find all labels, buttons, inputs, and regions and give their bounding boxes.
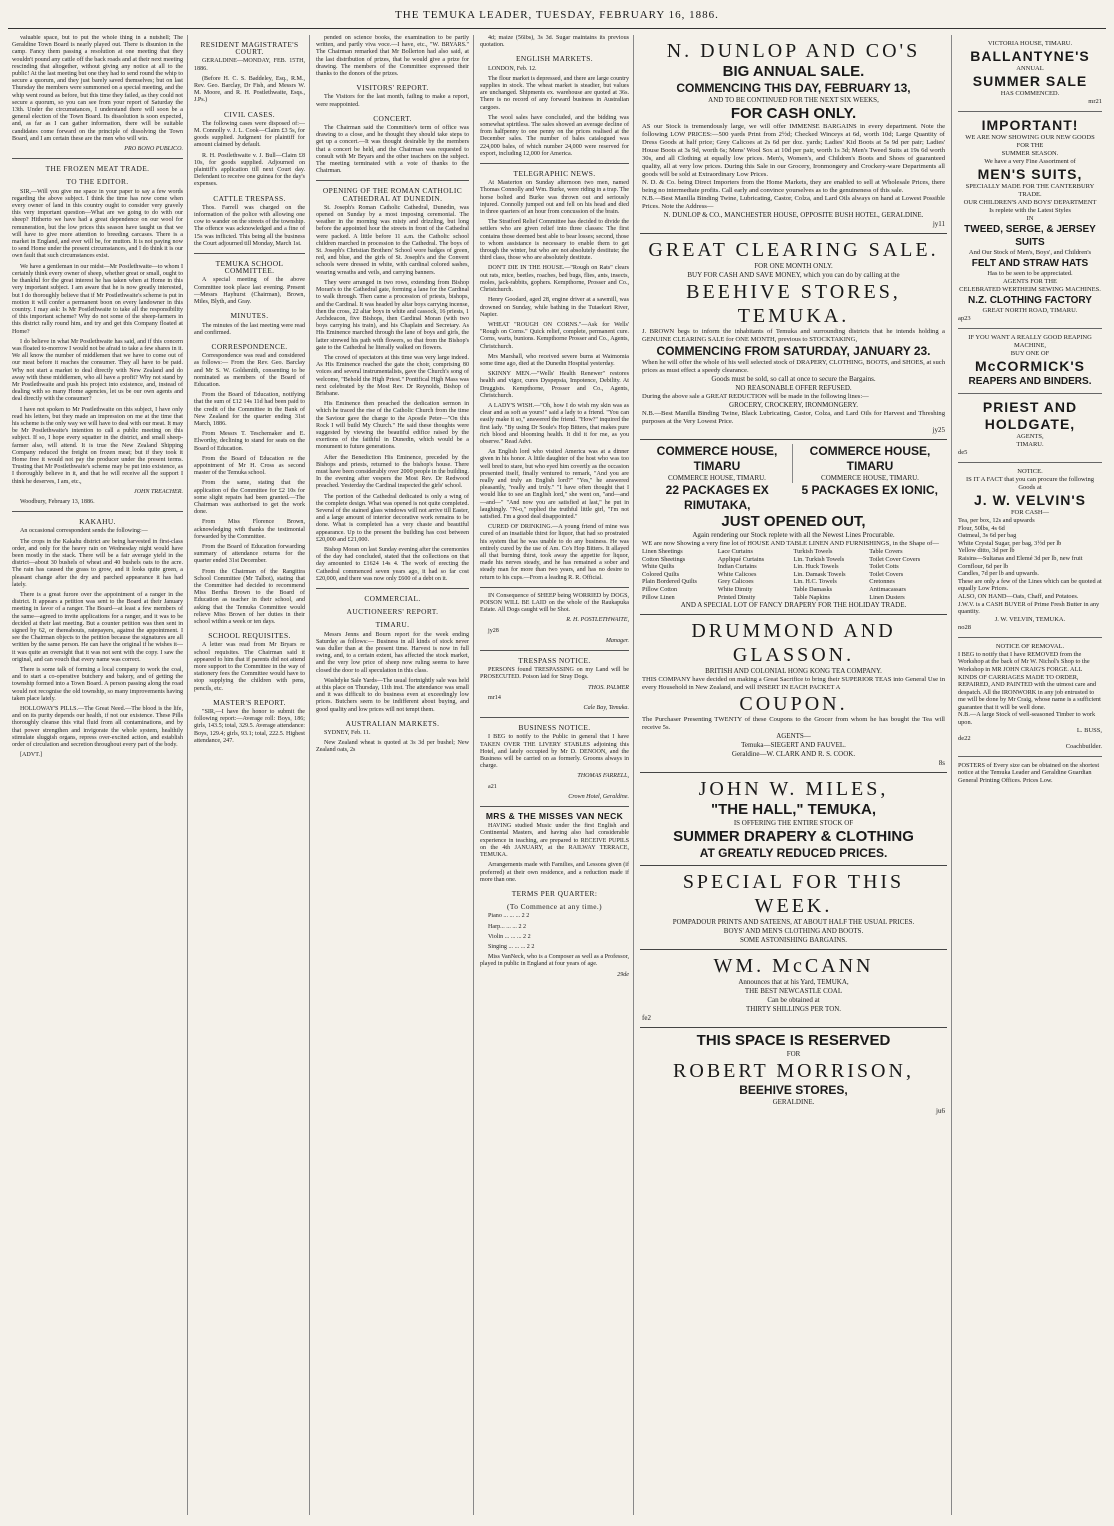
ad-line: NO REASONABLE OFFER REFUSED. <box>735 384 852 392</box>
ad-title: DRUMMOND AND GLASSON. <box>691 620 896 667</box>
ad-title: THIS SPACE IS RESERVED <box>696 1032 891 1050</box>
ad-body: During the above sale a GREAT REDUCTION will be made in the following lines:— <box>642 393 869 400</box>
linen-item: Toilet Covers <box>869 570 904 578</box>
linen-item: Toilet Cover Covers <box>869 555 921 563</box>
ad-line: AGENTS— <box>776 732 811 741</box>
linen-item: Appliqué Curtains <box>717 555 765 563</box>
article-text: WHEAT "ROUGH ON CORNS."—Ask for Wells' "Rough on Corns." Quick relief, complete, permanent cure. Corns, warts, bunions. Kempthorne Prosser and Co., Agents, Christchurch. <box>480 321 629 350</box>
ad-velvin <box>958 463 1102 638</box>
ad-line: FOR CASH— <box>1010 509 1050 516</box>
ad-code: fe2 <box>642 1014 651 1023</box>
ad-line: 22 PACKAGES EX RIMUTAKA, <box>665 483 769 512</box>
article-text: New Zealand wheat is quoted at 3s 3d per bushel; New Zealand oats, 2s <box>316 740 469 754</box>
article-text: A special meeting of the above Committee took place last evening. Present—Messrs Hayhurst (Chairman), Brown, Miles, Blyth, and Gray. <box>194 277 305 306</box>
ad-line: POMPADOUR PRINTS AND SATEENS, AT ABOUT HALF THE USUAL PRICES. <box>672 918 915 927</box>
linen-item: Turkish Towels <box>793 548 833 555</box>
ad-title: COMMERCE HOUSE, TIMARU <box>656 444 778 473</box>
ad-title: COMMERCE HOUSE, TIMARU <box>809 444 931 473</box>
article-text: A LADY'S WISH.—"Oh, how I do wish my skin was as clear and as soft as yours!" said a lady to a friend. "You can easily make it so," answered the friend. "How?" inquired the first lady. "By using Dr Soule's Hop Bitters, that makes pure rich blood and blooming health. It did it for me, as you observe." Read Advt. <box>480 402 629 445</box>
ad-clearing-sale <box>640 234 947 440</box>
linen-item: Lin. Huck Towels <box>793 563 839 571</box>
article-text: CURED OF DRINKING.—A young friend of mine was cured of an insatiable thirst for liquor, that had so prostrated his system that he was unable to do any business. He was entirely cured by the use of Am. Co's Hop Bitters. It allayed all that burning thirst, took away the appetite for liquor, made his nerves steady, and he has remained a sober and steady man for more than two years, and has no desire to return to his cups.—From a leading R. R. Official. <box>480 524 629 581</box>
signature: THOS. PALMER <box>588 684 629 691</box>
fee-row: Harp... ... ... 2 2 <box>488 923 527 930</box>
linen-item: Lace Curtains <box>717 548 753 555</box>
ad-dunlop <box>640 35 947 234</box>
article-text: Thos. Farrell was charged on the information of the police with allowing one cow to wander on the streets of the township. The offence was acknowledged and a fine of 15s was inflicted. This being all the business the Court adjourned till Monday, March 1st. <box>194 204 305 247</box>
linen-item: Pillow Cotton <box>642 585 678 593</box>
linen-item: Grey Calicoes <box>717 578 754 586</box>
linen-item: Cretonnes <box>869 578 895 586</box>
ad-line: FOR <box>786 1050 801 1059</box>
linen-item: White Calicoes <box>717 570 757 578</box>
fee-row: Singing ... ... ... 2 2 <box>488 943 535 950</box>
ad-line: 5 PACKAGES EX IONIC, <box>801 483 938 497</box>
ad-code: 8s <box>938 759 945 768</box>
article-text: I do believe in what Mr Postlethwaite has said, and if this concern was floated to-morrow I would not be afraid to take a few shares in it. We all know the number of middlemen that we have to come out of our meat before it reaches the consumer. They all have to be paid. Why not start a market to deal directly with New Zealand and do away with these middlemen, who all have a profit? Why not stand by Mr Postlethwaite and push his project into existence, and, instead of dealing with so many Home agencies, let us be our own agents and deal directly with the consumer? <box>12 338 183 403</box>
linen-item: Printed Dimity <box>717 593 756 601</box>
ad-line: AND A SPECIAL LOT OF FANCY DRAPERY FOR THE HOLIDAY TRADE. <box>680 601 907 610</box>
ad-line: GREAT NORTH ROAD, TIMARU. <box>982 307 1078 314</box>
article-text: pended on science books, the examination to be partly written, and partly viva voce.—I have, etc., "W. BRYARS." The Chairman remarked that Mr Bollerton had also said, at the last distribution of prizes, that he would give a prize for drawing. The members of the Committee expressed their thanks to the donors of the prizes. <box>316 35 469 78</box>
ad-line: REAPERS AND BINDERS. <box>968 376 1092 387</box>
ad-code: mr14 <box>488 694 501 701</box>
ad-line: FOR CASH ONLY. <box>730 105 857 122</box>
ad-coupon: COUPON. <box>739 693 848 716</box>
ad-title: MEN'S SUITS, <box>977 166 1083 182</box>
ad-line: COMMERCE HOUSE, TIMARU. <box>668 474 766 482</box>
ad-code: jy28 <box>488 627 499 634</box>
ad-code: a21 <box>488 783 497 790</box>
signature: L. BUSS, <box>1076 726 1102 734</box>
subheading: CORRESPONDENCE. <box>211 341 288 351</box>
subheading: AUCTIONEERS' REPORT. <box>346 607 439 617</box>
linen-item: White Quilts <box>642 563 675 571</box>
ad-line: IS OFFERING THE ENTIRE STOCK OF <box>733 819 854 828</box>
ad-line: CELEBRATED WERTHEIM SEWING MACHINES. <box>959 286 1101 293</box>
article-text: There is some talk of forming a local company to work the coal, and to start a co-operative butchery and bakery, and of getting the township formed into a Town Board. A person passing along the road would not recognise the old township, so many improvements having taken place lately. <box>12 667 183 702</box>
article-text: Mrs Marshall, who received severe burns at Waimomia some time ago, died at the Dunedin Hospital yesterday. <box>480 353 629 367</box>
ad-code: mr21 <box>1088 98 1102 105</box>
ad-line: OUR CHILDREN'S AND BOYS' DEPARTMENT <box>963 199 1097 206</box>
ad-line: Announces that at his Yard, TEMUKA, <box>738 978 849 987</box>
article-text: An occasional correspondent sends the following:— <box>20 528 148 535</box>
advertisements <box>636 35 952 1515</box>
heading-commercial: COMMERCIAL. <box>364 594 421 604</box>
ad-line: HAS COMMENCED. <box>1000 90 1060 97</box>
ad-john-miles <box>640 773 947 866</box>
masthead: THE TEMUKA LEADER, TUESDAY, FEBRUARY 16, 1886. <box>8 6 1106 29</box>
ad-address: N. DUNLOP & CO., MANCHESTER HOUSE, OPPOSITE BUSH HOTEL, GERALDINE. <box>663 211 924 219</box>
ad-heading: NOTICE. <box>1017 468 1043 475</box>
ad-line: COMMENCING FROM SATURDAY, JANUARY 23. <box>656 344 931 358</box>
ad-line: We have a very Fine Assortment of <box>984 158 1076 165</box>
ad-priest-holdgate <box>958 394 1102 463</box>
article-text: 4d; maize (56lbs), 3s 3d. Sugar maintains its previous quotation. <box>480 35 629 49</box>
heading-kakahu: KAKAHU. <box>79 517 116 527</box>
ad-special-week <box>640 866 947 950</box>
ad-title: N. DUNLOP AND CO'S <box>666 40 921 62</box>
linen-item: Colored Quilts <box>642 570 680 578</box>
signature: J. W. VELVIN, TEMUKA. <box>994 615 1066 623</box>
article-text: "SIR,—I have the honor to submit the following report:—Average roll: Boys, 186; girls, 143.5; total, 329.5. Average attendance: Boys, 129.4; girls, 93.1; total, 222.5. Highest attendance, 247. <box>194 709 305 744</box>
article-text: From the Board of Education, notifying that the sum of £12 14s 11d had been paid to the credit of the Committee in the Bank of New Zealand for the quarter ending 31st March, 1886. <box>194 392 305 427</box>
ad-line: "THE HALL," TEMUKA, <box>710 801 877 819</box>
subheading: VISITORS' REPORT. <box>356 83 429 93</box>
article-text: Henry Goodard, aged 28, engine driver at a sawmill, was drowned on Sunday, while bathing in the Tutaekuri River, Napier. <box>480 297 629 318</box>
ad-line: Temuka—SIEGERT AND FAUVEL. <box>741 741 846 750</box>
ad-line: SUMMER DRAPERY & CLOTHING <box>673 828 914 846</box>
ad-line: COMMENCING THIS DAY, FEBRUARY 13, <box>676 81 911 95</box>
ad-title: SPECIAL FOR THIS WEEK. <box>682 871 905 918</box>
ad-commerce-packages <box>642 483 945 513</box>
article-text: From the Chairman of the Rangitira School Committee (Mr Talbot), stating that the Committee had decided to recommend Miss Bertha Brown to the Board of Education as teacher in their school, and asking that the Temuka Committee would relieve Miss Brown of her duties in their school within a week or ten days. <box>194 568 305 626</box>
linen-item: Indian Curtains <box>717 563 757 571</box>
article-text: From Miss Florence Brown, acknowledging with thanks the testimonial forwarded by the Committee. <box>194 519 305 540</box>
subheading: TO THE EDITOR. <box>66 177 129 187</box>
heading-english-markets: ENGLISH MARKETS. <box>515 54 594 64</box>
article-text: SIR,—Will you give me space in your paper to say a few words regarding the above subject. I think the time has now come when every owner of land in this country ought to consider very gravely this very important question—What are we going to do with our sheep? Hitherto we have had a great dependence on our wool for remuneration, but the low prices this season have taught us that we will have to give more attention to breeding carcases. There is a market in England, and ever will be, for mutton. It is not paying now to send Home under the present circumstances, and I do think it is our own fault that such circumstances exist. <box>12 188 183 260</box>
article-text: SKINNY MEN.—"Wells' Health Renewer" restores health and vigor, cures Dyspepsia, Impotence, Debility. At Druggists. Kempthorne, Prosser and Co., Agents, Christchurch. <box>480 371 629 399</box>
article-text: Washdyke Sale Yards—The usual fortnightly sale was held at this place on Thursday, 11th inst. The attendance was small and it was difficult to do business even at exceedingly low prices. Butchers seem to be indifferent about buying, and good quality and low prices will not tempt them. <box>316 677 469 713</box>
signature: Manager. <box>605 637 629 644</box>
ad-reserved-space <box>640 1028 947 1120</box>
ad-store-name: BEEHIVE STORES, TEMUKA. <box>686 281 901 327</box>
price-item: Flour, 50lbs, 4s 6d <box>958 524 1005 532</box>
ad-line: SOME ASTONISHING BARGAINS. <box>739 936 848 945</box>
ad-body: AS our Stock is tremendously large, we will offer IMMENSE BARGAINS in every department. Note the following LOW PRICES:—500 yards Print from 2½d; Checked Winceys at 6d, worth 10d; Large Quantity of Dress Goods at half price; Grey Calicoes at 2s 6d per doz. yards; Ladies' Kid Boots at 5s 9d per pair; Ladies' House Boots at 3s 9d, worth 6s; Mens' Wool Sox at 10d per pair, worth 1s 3d; Men's Tweed Suits at 19s 6d worth 30s, and all Clothing at equally low prices. Men's, Women's, and Children's Boots and Shoes of guaranteed quality, all at very low prices. During this Sale in our Grocery, Ironmongery and Crockery-ware Departments all goods will be sold at Extraordinary Low Prices. <box>642 123 945 178</box>
article-text: DON'T DIE IN THE HOUSE.—"Rough on Rats" clears out rats, mice, beetles, roaches, bed bugs, flies, ants, insects, moles, jack-rabbits, gophers. Kempthorne, Prosser and Co., Christchurch. <box>480 265 629 294</box>
advt-marker: [ADVT.] <box>20 752 43 759</box>
dateline: SYDNEY, Feb. 11. <box>324 730 371 737</box>
heading-trespass: TRESPASS NOTICE. <box>518 656 591 666</box>
ad-drummond-glasson <box>640 615 947 773</box>
ad-line: BUY FOR CASH AND SAVE MONEY, which you can do by calling at the <box>687 271 900 279</box>
heading-school-committee: TEMUKA SCHOOL COMMITTEE. <box>215 259 284 276</box>
ad-line: AT GREATLY REDUCED PRICES. <box>699 846 888 861</box>
heading-frozen-meat: THE FROZEN MEAT TRADE. <box>45 164 150 174</box>
ad-mccormick <box>958 329 1102 394</box>
ad-line: IN <box>1026 215 1034 222</box>
fee-row: Piano ... ... ... 2 2 <box>488 913 530 920</box>
divider <box>480 650 629 651</box>
ad-line: BUY ONE OF <box>1010 350 1050 357</box>
ad-line: ALSO, ON HAND—Oats, Chaff, and Potatoes. <box>958 592 1079 600</box>
signature: THOMAS FARRELL, <box>577 773 629 780</box>
article-text: An English lord who visited America was at a dinner given in his honor. A little daughter of the host who was too well bred to stare, but who eyed him covertly as the occasion presented itself, finally ventured to remark, "And you are really and truly an English lord?" "Yes," he answered pleasantly, "really and truly." "I have often thought that I would like to see an English lord," she went on, "and—and—and—" "And now you are satisfied at last," he put in laughingly. "N-o," replied the truthful little girl, "I'm not satisfied. I'm a good deal disappointed." <box>480 449 629 520</box>
heading-van-neck: MRS & THE MISSES VAN NECK <box>485 811 624 822</box>
ad-line: Can be obtained at <box>767 996 820 1005</box>
ad-body: POSTERS of Every size can be obtained on the shortest notice at the Temuka Leader and Geraldine Guardian General Printing Offices. Prices Low. <box>958 761 1100 784</box>
ad-commerce-house <box>640 440 947 615</box>
ad-body: N.B.—A large Stock of well-seasoned Timber to work upon. <box>958 711 1096 727</box>
ad-line: Again rendering our Stock replete with all the Newest Lines Procurable. <box>692 531 895 539</box>
divider <box>316 180 469 181</box>
divider <box>480 163 629 164</box>
ad-body: The Purchaser Presenting TWENTY of these Coupons to the Grocer from whom he has bought the Tea will receive 5s. <box>642 716 945 732</box>
ad-ballantyne <box>958 35 1102 112</box>
linen-item: Toilet Cotts <box>869 563 899 571</box>
price-item: White Crystal Sugar, per bag, 3½d per lb <box>958 539 1062 547</box>
ad-body: WE are now Showing a very fine lot of HOUSE AND TABLE LINEN AND FURNISHINGS, in the Shape of— <box>642 540 939 547</box>
article-text: Correspondence was read and considered as follows:— From the Rev. Geo. Barclay and Mr S. W. Goldsmith, consenting to be nominated as members of the Board of Education. <box>194 353 305 388</box>
ad-body: J. BROWN begs to inform the inhabitants of Temuka and surrounding districts that he intends holding a GENUINE CLEARING SALE for ONE MONTH, previous to STOCKTAKING, <box>642 328 945 343</box>
heading-australian-markets: AUSTRALIAN MARKETS. <box>345 718 440 728</box>
divider <box>12 511 183 512</box>
ad-code: jy25 <box>932 426 945 434</box>
ad-title: WM. McCANN <box>713 955 874 978</box>
notice-text: Arrangements made with Families, and Lessons given (if preferred) at their own residence, and a reduction made if more than one. <box>480 862 629 883</box>
article-text: The Chairman said the Committee's term of office was drawing to a close, and he thought they should take steps to get up a concert.—It was thought desirable by the members that a concert be held, and the Chairman was requested to consult with Mr Bryars and the other teachers on the subject. The meeting terminated with a vote of thanks to the Chairman. <box>316 125 469 175</box>
ad-line: Has to be seen to be appreciated. <box>987 270 1073 277</box>
ad-line: JUST OPENED OUT, <box>721 513 866 530</box>
subheading: MINUTES. <box>230 311 269 321</box>
fee-row: Violin ... ... ... 2 2 <box>488 933 531 940</box>
ad-line: These are only a few of the Lines which can be quoted at equally Low Prices. <box>958 577 1102 593</box>
heading-court: RESIDENT MAGISTRATE'S COURT. <box>200 40 299 57</box>
divider <box>12 158 183 159</box>
divider <box>194 253 305 254</box>
notice-text: PERSONS found TRESPASSING on my Land will be PROSECUTED. Poison laid for Stray Dogs. <box>480 667 629 681</box>
ad-line: GROCERY, CROCKERY, IRONMONGERY. <box>729 401 858 409</box>
price-list <box>958 517 1102 578</box>
subheading: CIVIL CASES. <box>224 109 275 119</box>
article-text: His Eminence then preached the dedication sermon in which he traced the rise of the Catholic Church from the time the Saviour gave the charge to the Apostle Peter—"On this Rock I will build My Church." He said these thoughts were suggested by viewing the beautiful edifice raised by the exertions of the faithful in Dunedin, which would be a monument to future generations. <box>316 401 469 451</box>
article-text: St. Joseph's Roman Catholic Cathedral, Dunedin, was opened on Sunday by a most imposing ceremonial. The weather in the morning was misty and drizzling, but long before the appointed hour the streets in front of the Cathedral were packed. A little before 11 a.m. the Catholic school children marched in procession to the Cathedral. The boys of St. Joseph's Christian Brothers' School wore badges of green, red, and blue, and the girls of St. Joseph's and the Convent schools were dressed in white, with cardinal colored sashes, wearing wreaths and veils, and carrying banners. <box>316 204 469 276</box>
article-text: We have a gentleman in our midst—Mr Postlethwaite—to whom I certainly think every owner of sheep, whether great or small, ought to be thankful for the great interest he has taken when at Home in this very important subject. I am aware that he is now greatly interested, but I do thoroughly believe that if Mr Postlethwaite's scheme is put in motion it will confer a permanent boon on every landowner in this country. I may ask: Is Mr Postlethwaite to take all the responsibility of this important scheme? Why do not some of the sheep-farmers in this district rally round him, and try and get this Company floated at Home? <box>12 263 183 335</box>
ad-body: When he will offer the whole of his well selected stock of DRAPERY, CLOTHING, BOOTS, and SHOES, at such prices as must effect a speedy clearance. <box>642 359 945 374</box>
subheading: CONCERT. <box>373 113 412 123</box>
notice-text: HAVING studied Music under the first English and Continental Masters, and having also had considerable experience in teaching, are prepared to RECEIVE PUPILS on the 4th JANUARY, at the RAILWAY TERRACE, TEMUKA. <box>480 823 629 859</box>
price-item: Raisins—Sultanas and Elemé 3d per lb, new fruit <box>958 554 1083 562</box>
article-text: The Visitors for the last month, failing to make a report, were reappointed. <box>316 94 469 108</box>
linen-item: Antimacassars <box>869 585 906 593</box>
ad-line: FELT AND STRAW HATS <box>971 258 1089 269</box>
notice-text: IN Consequence of SHEEP being WORRIED by DOGS, POISON WILL BE LAID on the whole of the Raukapuka Estate. All Dogs caught will be Shot. <box>480 592 629 614</box>
article-text: HOLLOWAY'S PILLS.—The Great Need.—The blood is the life, and on its purity depends our health, if not our existence. These Pills thoroughly cleanse this vital fluid from all contaminations, and by that power strengthen and invigorate the whole system, healthily stimulate sluggish organs, repress over-excited action, and establish order of circulation and secretion throughout every part of the body. <box>12 706 183 749</box>
ad-title: BALLANTYNE'S <box>970 48 1090 64</box>
price-item: Candles, 7d per lb and upwards. <box>958 570 1039 578</box>
divider <box>480 717 629 718</box>
ad-line: N.Z. CLOTHING FACTORY <box>968 295 1092 306</box>
signature: Coachbuilder. <box>1065 742 1102 750</box>
article-text: From Messrs T. Teschemaker and E. Elworthy, declining to stand for seats on the Board of Education. <box>194 431 305 452</box>
ad-line: Goods must be sold, so call at once to secure the Bargains. <box>711 375 876 383</box>
heading-business-notice: BUSINESS NOTICE. <box>518 723 591 733</box>
ad-line: BRITISH AND COLONIAL HONG KONG TEA COMPANY. <box>705 667 882 676</box>
linen-item: Lin. Turkish Towels <box>793 555 845 563</box>
price-item: Cornflour, 6d per lb <box>958 562 1009 570</box>
signature: Cale Bay, Temuka. <box>583 705 629 712</box>
ad-line: FOR ONE MONTH ONLY. <box>754 262 833 270</box>
ad-body: N.B.—Best Manilla Binding Twine, Lubricating, Castor, Colza, and Lard Oils always on hand at Lowest Possible Prices. Note the Address— <box>642 195 945 210</box>
signature: JOHN TREACHER. <box>133 488 183 495</box>
notice-text: I BEG to notify to the Public in general that I have TAKEN OVER THE LIVERY STABLES adjoining this Hotel, and lately occupied by Mr D. DENOON, and the Business will be carried on as formerly. Grooms always in charge. <box>480 734 629 770</box>
ad-line: FOR THE <box>1016 142 1044 149</box>
ad-posters <box>958 757 1102 790</box>
ad-code: ap23 <box>958 315 971 322</box>
article-text: The flour market is depressed, and there are large country supplies in stock. The wheat market is steadier, but values are unchanged. Shipments ex. warehouse are quoted at 36s. There is no record of any forward business in Australian cargoes. <box>480 75 629 111</box>
column-4 <box>476 35 634 1515</box>
linen-item: Table Covers <box>869 548 903 555</box>
divider <box>316 588 469 589</box>
ad-body: N.B.—Best Manilla Binding Twine, Black Lubricating, Castor, Colza, and Lard Oils for Harvest and Threshing purposes at the Very Lowest Price. <box>642 410 945 425</box>
ad-mccann <box>640 950 947 1028</box>
ad-line: THIRTY SHILLINGS PER TON. <box>745 1005 842 1014</box>
column-2 <box>190 35 310 1515</box>
ad-heading: NOTICE OF REMOVAL. <box>995 642 1065 650</box>
article-text: valuable space, but to put the whole thing in a nutshell; The Geraldine Town Board is nearly played out. There is disunion in the camp. Fancy them passing a resolution at one meeting that they wouldn't pound any cattle off the back roads and at their next meeting rescinding that altogether, without giving any notice at all to the public! At the last meeting but one they had to send round the whip to secure a quorum, and they just barely saved themselves; but on last Thursday the members were summoned on a special meeting, and the whip went round as before, but this time they failed, as they could not secure a quorum, so you can see from your report of Saturday the 13th. Under the circumstances, I understand there will soon be a general election of the Town Board. Its dissolution is soon expected, and, as far as I can gather information, there will be suitable candidates come forward on the principle of dissolving the Town Board, and I am certain these are the men who will win. <box>12 35 183 142</box>
article-text: From the same, stating that the application of the Committee for £2 10s for some slight repairs had been granted.—The Chairman was authorised to get the work done. <box>194 480 305 516</box>
ad-line: TIMARU. <box>1016 441 1044 448</box>
linen-item: Table Damasks <box>793 585 833 593</box>
ad-line: ANNUAL <box>1016 65 1044 72</box>
ad-code: de22 <box>958 734 971 742</box>
ad-line: THE BEST NEWCASTLE COAL <box>744 987 843 996</box>
ad-code: no28 <box>958 623 971 631</box>
heading-cathedral: OPENING OF THE ROMAN CATHOLIC CATHEDRAL AT DUNEDIN. <box>322 186 463 203</box>
signature: Crown Hotel, Geraldine. <box>568 793 629 800</box>
linen-item: Pillow Linen <box>642 593 675 601</box>
ad-line: BEEHIVE STORES, <box>739 1083 848 1098</box>
article-text: From the Board of Education re the appointment of Mr H. Cross as second master of the Temuka school. <box>194 455 305 477</box>
linen-item: Cotton Sheetings <box>642 555 686 563</box>
ad-line: WE ARE NOW SHOWING OUR NEW GOODS <box>965 134 1095 141</box>
ad-subtitle: BIG ANNUAL SALE. <box>722 63 865 80</box>
price-item: Yellow ditto, 3d per lb <box>958 547 1015 555</box>
subheading: CATTLE TRESPASS. <box>213 193 286 203</box>
article-text: The following cases were disposed of:—M. Connolly v. J. L. Cook—Claim £3 5s, for goods supplied. Judgment for plaintiff for amount claimed by default. <box>194 120 305 149</box>
linen-item: Plain Bordered Quilts <box>642 578 697 586</box>
notice-text: Miss VanNeck, who is a Composer as well as a Professor, played in public in England at four years of age. <box>480 954 629 968</box>
subheading: TIMARU. <box>375 620 410 630</box>
article-text: After the Benediction His Eminence, preceded by the Bishops and priests, returned to the bishop's house. There must have been considerably over 2000 people in the building. In the evening after vespers the Most Rev. Dr Redwood preached. Yesterday the Cardinal inspected the girls' school. <box>316 454 469 490</box>
ad-line: And Our Stock of Men's, Boys', and Children's <box>968 249 1092 256</box>
ad-line: IF YOU WANT A REALLY GOOD REAPING MACHINE, <box>968 334 1092 349</box>
subheading: MASTER'S REPORT. <box>213 697 286 707</box>
column-right <box>954 35 1106 1515</box>
article-text: I have not spoken to Mr Postlethwaite on this subject, I have only read his letters, but they made an impression on me at the time that his scheme is the only way we will have to deal with our meat. It may be Mr Postlethwaite's intention to call a public meeting on this subject. If so, I hope every squatter in the district, and small sheep-farmer also, will attend. It is true the New Zealand Shipping Company reduced the freight on frozen meat; but if they took it Home free it would not pay the producer under the present terms. Trusting that Mr Postlethwaite's scheme may be put into existence, as I thoroughly believe in it, and that he will receive all the support I think he deserves, I am, etc., <box>12 406 183 485</box>
ad-title: McCORMICK'S <box>975 358 1085 374</box>
dateline: LONDON, Feb. 12. <box>488 65 537 72</box>
article-text: Bishop Moran on last Sunday evening after the ceremonies of the day had concluded, stated that the collections on that day amounted to £1624 14s 4. The work of erecting the Cathedral commenced seven years ago, it had so far cost £20,000, and there was now only £600 of a debt on it. <box>316 547 469 582</box>
article-text: The portion of the Cathedral dedicated is only a wing of the complete design. What was opened is not quite completed. Several of the stained glass windows will not arrive till Easter, and a large amount of interior decorative work remains to be done. What is completed has a very chaste and beautiful appearance. Up to the present the building has cost between £20,000 and £21,000. <box>316 493 469 543</box>
ad-code: de5 <box>958 449 968 456</box>
linen-item: Linen Dusters <box>869 593 905 601</box>
linen-item: Lin. Damask Towels <box>793 570 846 578</box>
article-text: They were arranged in two rows, extending from Bishop Moran's to the Cathedral gate, forming a lane for the Cardinal to walk through. Then came a procession of priests, bishops, and the Cardinal. It was headed by altar boys carrying incense, then the cross, 22 altar boys in white and cassock, 16 priests, 1 Archdeacon, five Bishops, then Cardinal Moran (with two boys carrying his train), and his Chaplain and Secretary. As His Eminence marched through the lane of boys and girls, the latter strewed his path with flowers, so that from the Bishop's gate to the Cathedral he literally walked on flowers. <box>316 279 469 351</box>
ad-line: SPECIALLY MADE FOR THE CANTERBURY TRADE. <box>965 183 1095 198</box>
column-3 <box>312 35 474 1515</box>
subheading: SCHOOL REQUISITES. <box>208 631 291 641</box>
ad-title: IMPORTANT! <box>981 117 1079 133</box>
column-1 <box>8 35 188 1515</box>
ad-line: GERALDINE. <box>772 1098 815 1107</box>
linen-item: Table Napkins <box>793 593 830 601</box>
dateline: Woodbury, February 13, 1886. <box>20 498 95 505</box>
ad-body: I BEG to notify that I have REMOVED from the Workshop at the back of Mr W. Nichol's Shop to the Workshop in MR JOHN CRAIG'S FORGE. ALL KINDS OF CARRIAGES MADE TO ORDER, REPAIRED, AND PAINTED with the utmost care and despatch. All the IRONWORK in any job entrusted to me will be done by Mr Craig, whose name is a sufficient guarantee that it will be well done. <box>958 650 1101 711</box>
ad-line: AGENTS, <box>1016 433 1044 440</box>
ad-title: SUMMER SALE <box>972 73 1088 89</box>
ad-line: J.W.V. is a CASH BUYER of Prime Fresh Butter in any quantity. <box>958 600 1100 616</box>
subheading: (To Commence at any time.) <box>506 902 603 912</box>
article-text: The crops in the Kakahu district are being harvested in first-class order, and only for the heavy rain on Wednesday night would have been mostly in the stack. There will be a fair average yield in the district—about 30 bushels of wheat and 40 bushels oats to the acre. The rain has caused the grass to grow, and it looks quite green, a pleasant change after the dry and parched appearance it has had lately. <box>12 538 183 588</box>
ad-line: VICTORIA HOUSE, TIMARU. <box>987 40 1073 47</box>
ad-body: N. D. & Co. being Direct Importers from the Home Markets, they are enabled to sell at Wholesale Prices, there being no intermediate profits. Call early and convince yourselves as to the genuineness of this sale. <box>642 179 945 194</box>
ad-line: Geraldine—W. CLARK AND R. S. COOK. <box>731 750 856 759</box>
article-text: R. H. Postlethwaite v. J. Bull—Claim £8 10s, for goods supplied. Adjourned on plaintiff's application till next Court day. Defendant to receive one guinea for the day's expenses. <box>194 152 305 188</box>
ad-body: THIS COMPANY have decided on making a Great Sacrifice to bring their SUPERIOR TEAS into General Use in every Household in New Zealand, and will INSERT IN EACH PACKET A <box>642 676 945 692</box>
article-text: The minutes of the last meeting were read and confirmed. <box>194 322 305 336</box>
divider <box>480 806 629 807</box>
ad-line: IS IT A FACT that you can procure the following Goods at <box>966 476 1094 491</box>
divider <box>480 587 629 588</box>
article-text: A letter was read from Mr Bryars re school requisites. The Chairman said it appeared to him that if parents did not attend more support to the Committee in the way of stationery fees the Committee would have to stop supplying the children with pens, pencils, etc. <box>194 642 305 692</box>
columns <box>8 35 1106 1515</box>
ad-line: COMMERCE HOUSE, TIMARU. <box>821 474 919 482</box>
article-text: (Before H. C. S. Baddeley, Esq., R.M., Rev. Geo. Barclay, Dr Fish, and Messrs W. M. Moore, and R. H. Postlethwaite, Esqs., J.Ps.) <box>194 75 305 104</box>
ad-code: ju6 <box>936 1107 945 1116</box>
ad-line: SUMMER SEASON. <box>1001 150 1059 157</box>
ad-code: 29de <box>617 971 629 978</box>
ad-title: GREAT CLEARING SALE. <box>648 239 939 261</box>
article-text: At Masterton on Sunday afternoon two men, named Thomas Connolly and Wm. Burke, were riding in a trap. The horse bolted and Burke was thrown out and seriously injured. Connolly jumped out and fell on his head and died in three quarters of an hour from concussion of the brain. <box>480 180 629 216</box>
article-text: From the Board of Education forwarding summary of attendance returns for the quarter ended 31st December. <box>194 543 305 565</box>
price-item: Tea, per box, 12s and upwards <box>958 517 1035 524</box>
signature: PRO BONO PUBLICO. <box>124 146 183 153</box>
signature: R. H. POSTLETHWAITE, <box>566 617 629 624</box>
subheading: TERMS PER QUARTER: <box>511 888 598 898</box>
article-text: Messrs Jenns and Bourn report for the week ending Saturday as follows:— Business in all kinds of stock never was duller than at the present time. Harvest is now in full swing, and, to a certain extent, has affected the stock market, and the very low price of sheep now ruling seems to have closed the door to all speculation in this class. <box>316 631 469 674</box>
ad-line: AGENTS FOR THE <box>1002 278 1058 285</box>
linen-item: Lin. H.C. Towels <box>793 578 837 586</box>
ad-title: JOHN W. MILES, <box>698 778 889 801</box>
ad-line: TWEED, SERGE, & JERSEY SUITS <box>964 224 1096 248</box>
article-text: The crowd of spectators at this time was very large indeed. As His Eminence reached the gate the choir, comprising 80 voices and several instrumentalists, gave the Church's song of welcome, "Behold the High Priest." Pontifical High Mass was next celebrated by the Most Rev. Dr Reynolds, Bishop of Brisbane. <box>316 354 469 397</box>
ad-commerce-header <box>642 444 945 483</box>
article-text: The Stratford Relief Committee has decided to divide the settlers who are given relief into three classes: The first contains those deemed best able to bear losses; second, those to whom assistance is necessary to enable them to get through the winter, but who are not absolutely destitute; the third class, those who are absolutely destitute. <box>480 219 629 262</box>
heading-telegraphic: TELEGRAPHIC NEWS. <box>513 169 596 179</box>
ad-title: J. W. VELVIN'S <box>974 492 1086 508</box>
ad-line: BOYS' AND MEN'S CLOTHING AND BOOTS. <box>723 927 864 936</box>
ad-name: ROBERT MORRISON, <box>673 1060 914 1083</box>
linen-list <box>642 548 945 601</box>
price-item: Oatmeal, 3s 6d per bag <box>958 532 1017 540</box>
ad-code: jy11 <box>932 220 945 228</box>
ad-removal <box>958 638 1102 757</box>
ad-important <box>958 112 1102 329</box>
ad-line: AND TO BE CONTINUED FOR THE NEXT SIX WEEKS, <box>708 96 879 104</box>
ad-line: Is replete with the Latest Styles <box>989 207 1071 214</box>
linen-item: Linen Sheetings <box>642 548 683 555</box>
article-text: GERALDINE—MONDAY, FEB. 15TH, 1886. <box>194 58 305 72</box>
linen-item: White Dimity <box>717 585 753 593</box>
article-text: The wool sales have concluded, and the bidding was somewhat spiritless. The sales showed an average decline of from halfpenny to one penny on the prices realised at the December sales. The number of bales catalogued was 224,000 bales, of which number 24,000 were reserved for export, including 12,000 for America. <box>480 114 629 157</box>
ad-title: PRIEST AND HOLDGATE, <box>982 399 1078 432</box>
article-text: There is a great furore over the appointment of a ranger in the district. It appears a petition was sent to the Board at their January meeting in favor of a ranger. The Board—at least a few members of the same—agreed to invite applications for a ranger, and it was to be decided at their last meeting. But a counter petition was then sent in signed by 62, or thereabouts, ratepayers, against the appointment. I see the Chairman objects to the petition because the signatures are all written by the same person. He can have the original if he wishes it—it was quite an oversight that it was not sent with the copy. I saw the original, and can vouch that every name was correct. <box>12 592 183 663</box>
